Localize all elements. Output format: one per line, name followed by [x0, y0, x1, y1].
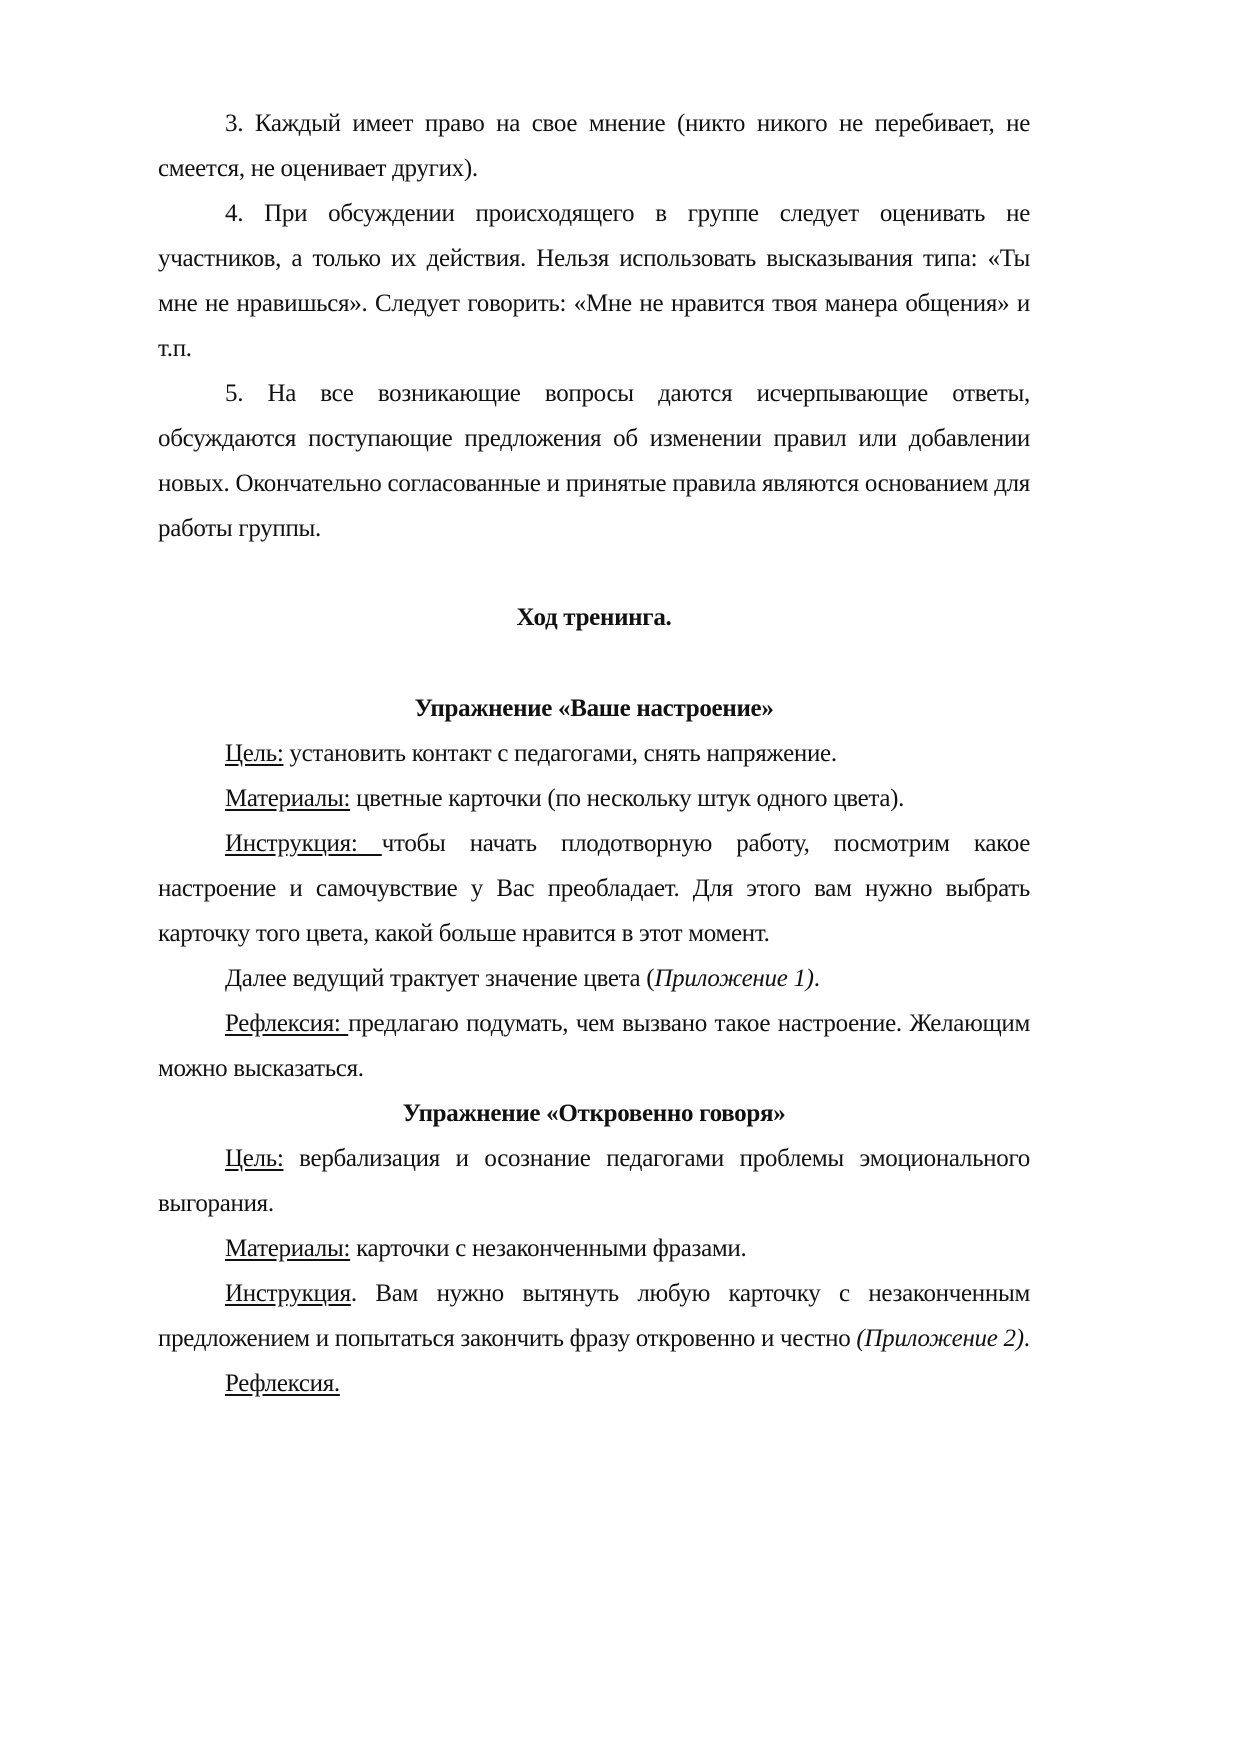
appendix-2-ref: (Приложение 2) [856, 1325, 1024, 1352]
appendix-1-ref: Приложение 1) [654, 965, 814, 992]
exercise1-title: Упражнение «Ваше настроение» [414, 695, 774, 722]
instruction-label: Инструкция [225, 1280, 351, 1307]
reflection-text: предлагаю подумать, чем вызвано такое настроение. Желающим можно высказаться. [158, 1010, 1030, 1082]
goal-text: вербализация и осознание педагогами проблемы эмоционального выгорания. [158, 1145, 1030, 1217]
section-title: Ход тренинга. [516, 604, 672, 631]
document-page [158, 101, 1030, 1406]
exercise2-goal [158, 1136, 1030, 1226]
exercise1-goal [158, 731, 1030, 776]
instruction-text: . Вам нужно вытянуть любую карточку с незаконченным предложением и попытаться закончить фразу откровенно и честно [158, 1280, 1030, 1352]
exercise2-title: Упражнение «Откровенно говоря» [402, 1100, 786, 1127]
materials-label: Материалы: [225, 785, 351, 812]
materials-text: карточки с незаконченными фразами. [350, 1235, 747, 1262]
exercise2-materials [158, 1226, 1030, 1271]
reflection-label: Рефлексия. [225, 1370, 340, 1397]
interpretation-text: Далее ведущий трактует значение цвета ( [225, 965, 655, 992]
reflection-label: Рефлексия: [225, 1010, 349, 1037]
instruction-end: . [1023, 1325, 1030, 1352]
exercise2-reflection [158, 1361, 1030, 1406]
rule-3: 3. Каждый имеет право на свое мнение (никто никого не перебивает, не смеется, не оценивает других). [158, 110, 1030, 182]
goal-label: Цель: [225, 1145, 284, 1172]
materials-label: Материалы: [225, 1235, 351, 1262]
rule-5: 5. На все возникающие вопросы даются исчерпывающие ответы, обсуждаются поступающие предложения об изменении правил или добавлении новых. Окончательно согласованные и принятые правила являются основанием для работы группы. [158, 380, 1030, 542]
instruction-label: Инструкция: [225, 830, 382, 857]
materials-text: цветные карточки (по нескольку штук одного цвета). [350, 785, 905, 812]
exercise1-reflection [158, 1001, 1030, 1091]
interpretation-end: . [813, 965, 820, 992]
exercise1-interpretation [158, 956, 1030, 1001]
exercise2-instruction [158, 1271, 1030, 1361]
exercise1-instruction [158, 821, 1030, 956]
goal-label: Цель: [225, 740, 284, 767]
exercise1-materials [158, 776, 1030, 821]
instruction-text: чтобы начать плодотворную работу, посмотрим какое настроение и самочувствие у Вас преобладает. Для этого вам нужно выбрать карточку того цвета, какой больше нравится в этот момент. [158, 830, 1030, 947]
goal-text: установить контакт с педагогами, снять напряжение. [283, 740, 837, 767]
rule-4: 4. При обсуждении происходящего в группе следует оценивать не участников, а только их действия. Нельзя использовать высказывания типа: «Ты мне не нравишься». Следует говорить: «Мне не нравится твоя манера общения» и т.п. [158, 200, 1030, 362]
